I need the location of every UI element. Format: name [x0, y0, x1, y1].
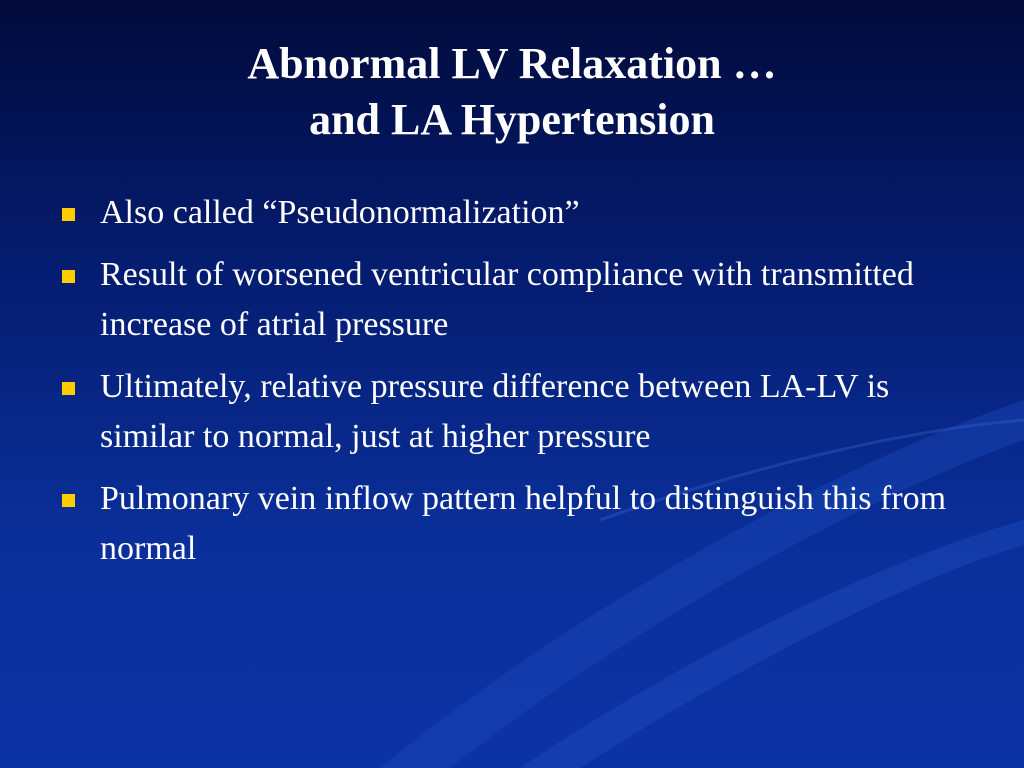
- square-bullet-icon: [62, 270, 75, 283]
- square-bullet-icon: [62, 494, 75, 507]
- bullet-text: Result of worsened ventricular compliance with transmitted increase of atrial pressure: [100, 256, 914, 343]
- slide-title: [0, 36, 1024, 148]
- title-line-2: and LA Hypertension: [309, 95, 715, 144]
- square-bullet-icon: [62, 208, 75, 221]
- bullet-text: Ultimately, relative pressure difference between LA-LV is similar to normal, just at higher pressure: [100, 368, 890, 455]
- bullet-list: [62, 188, 962, 586]
- bullet-text: Also called “Pseudonormalization”: [100, 194, 580, 231]
- bullet-item: [62, 250, 962, 350]
- bullet-text: Pulmonary vein inflow pattern helpful to distinguish this from normal: [100, 480, 947, 567]
- bullet-item: [62, 362, 962, 462]
- title-line-1: Abnormal LV Relaxation …: [247, 39, 777, 88]
- bullet-item: [62, 188, 962, 238]
- bullet-item: [62, 474, 962, 574]
- square-bullet-icon: [62, 382, 75, 395]
